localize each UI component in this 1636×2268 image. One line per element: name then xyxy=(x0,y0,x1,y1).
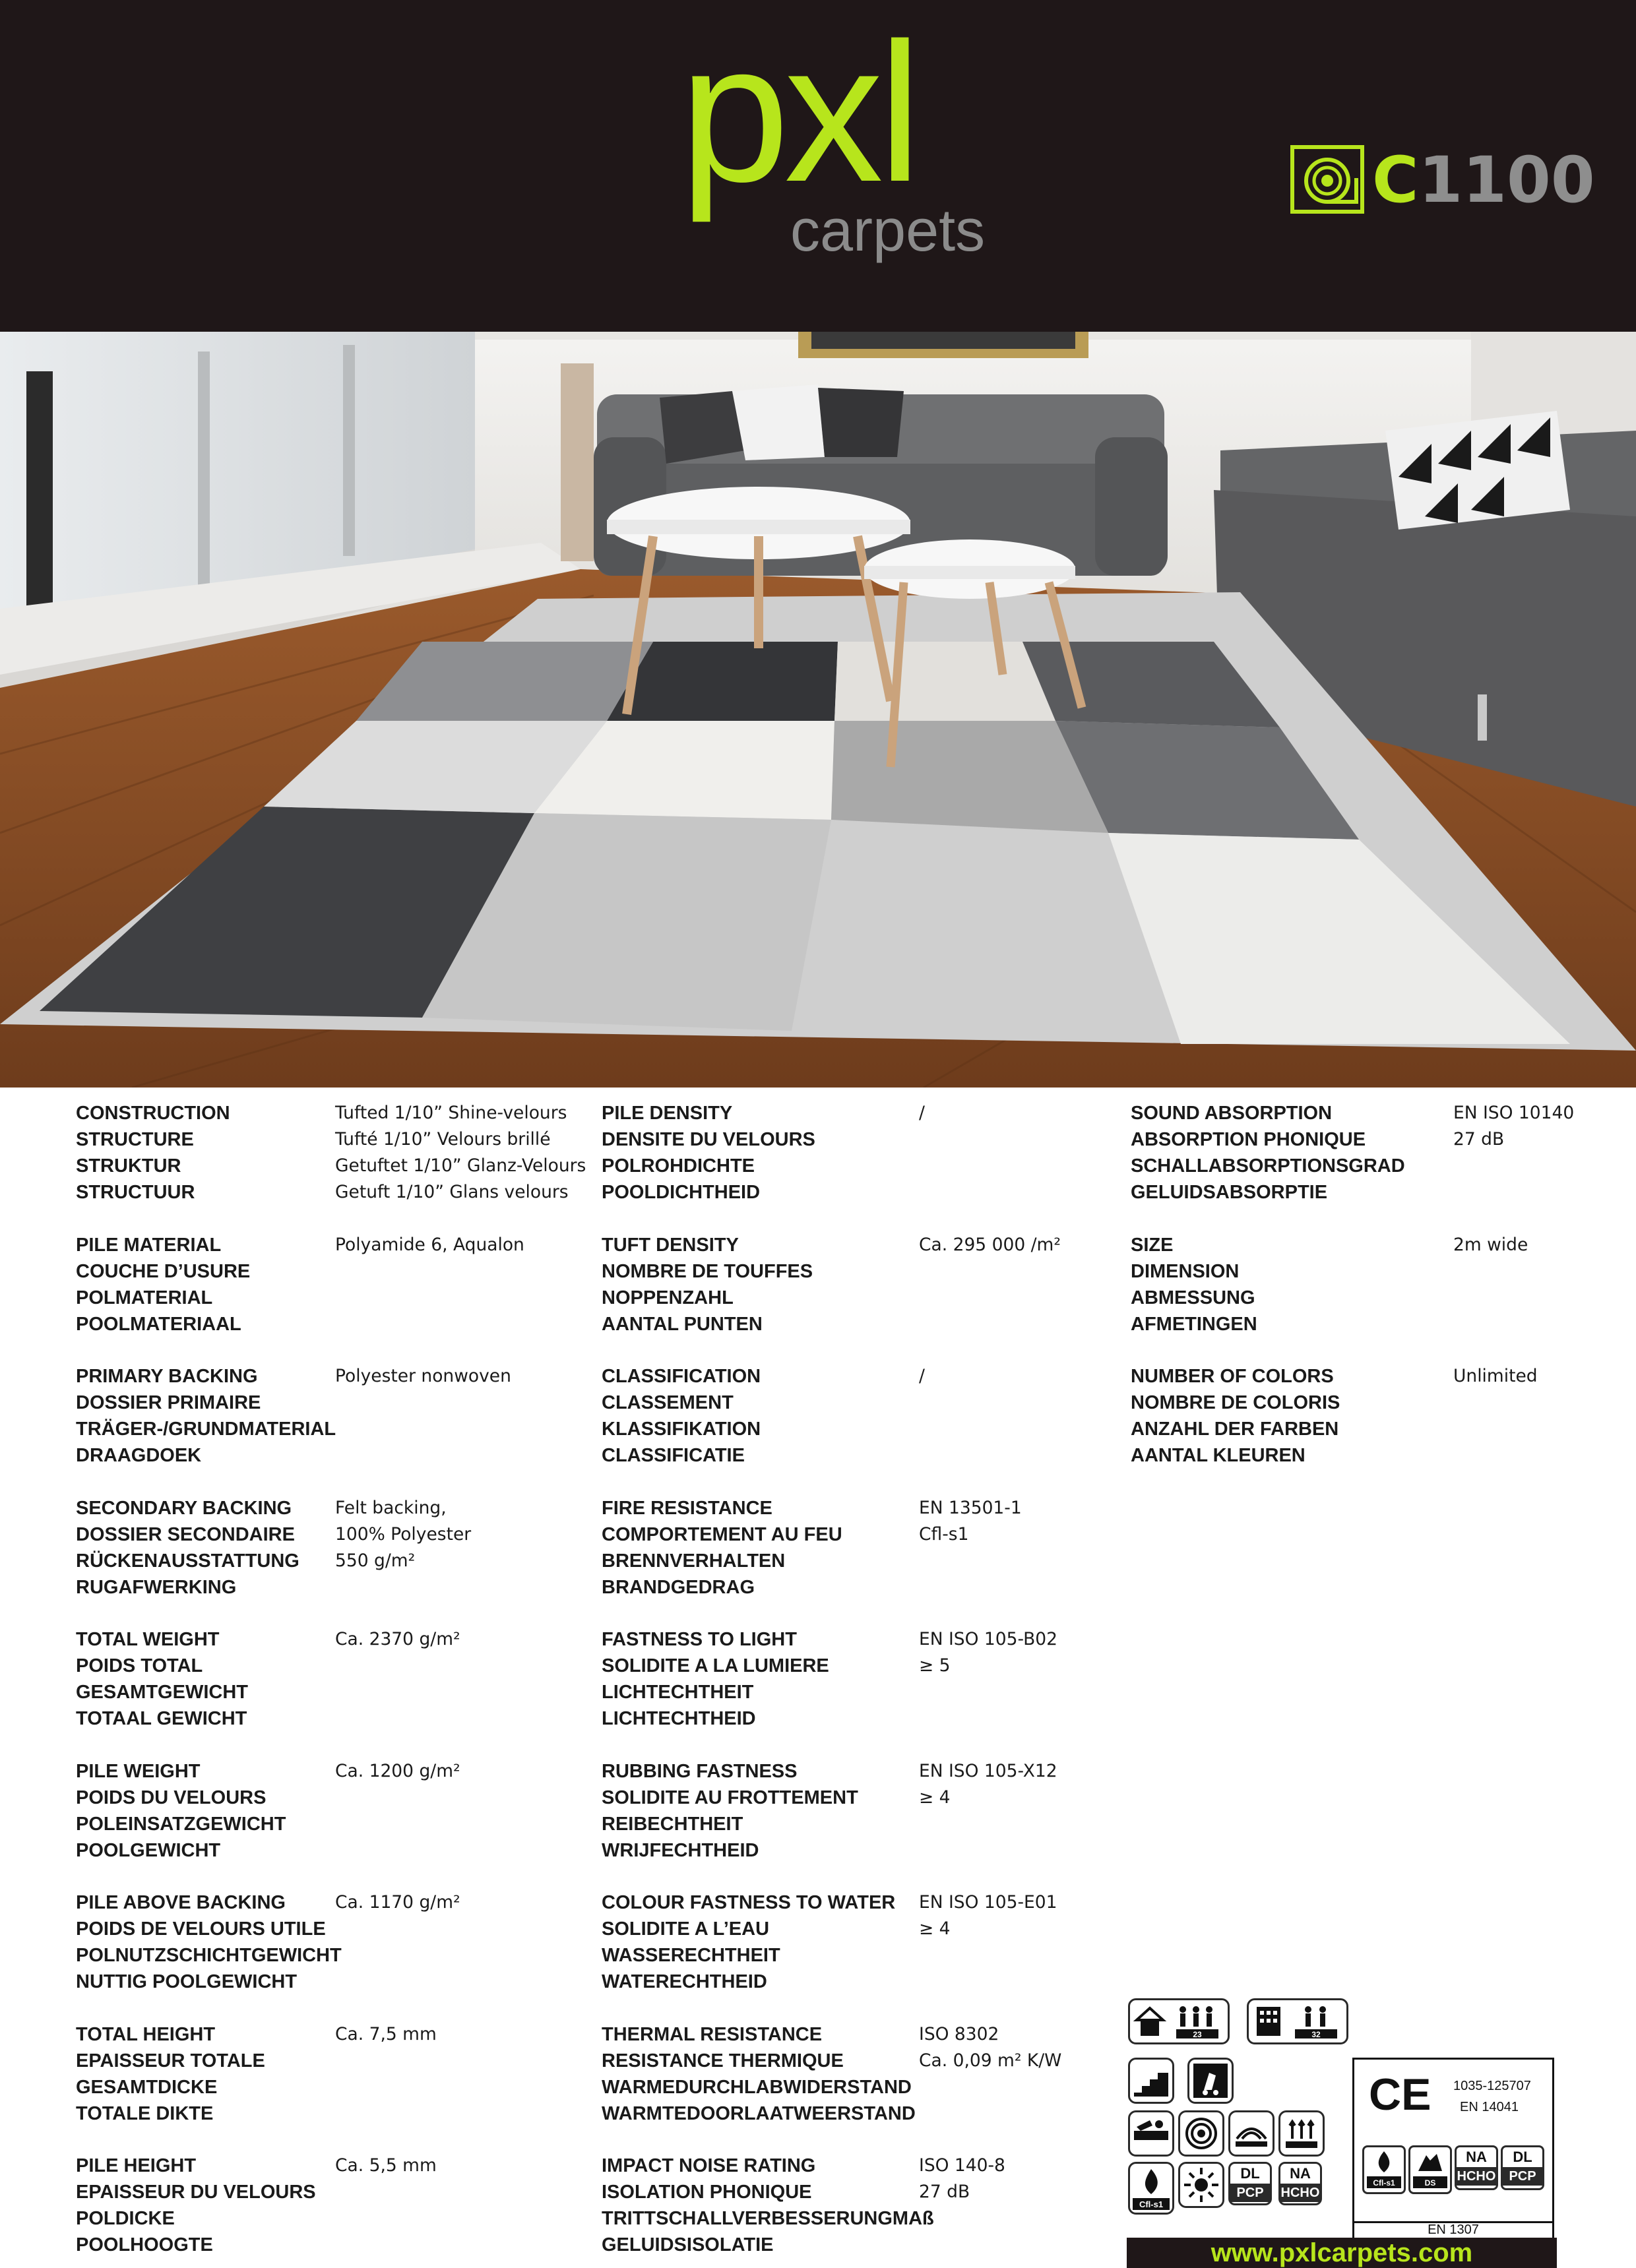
product-code xyxy=(1372,140,1595,220)
spec-block xyxy=(76,1363,511,1469)
spec-block xyxy=(76,2021,437,2127)
spec-label: TOTAL WEIGHT xyxy=(76,1629,220,1650)
brand-logo: pxl xyxy=(679,1,917,223)
spec-label: CLASSIFICATION xyxy=(602,1366,761,1387)
spec-label: SIZE xyxy=(1131,1234,1174,1256)
spec-label: RÜCKENAUSSTATTUNG xyxy=(76,1550,299,1572)
ce-ds-icon xyxy=(1408,2145,1452,2194)
spec-label: POOLMATERIAAL xyxy=(76,1313,241,1335)
spec-label: WARMEDURCHLABWIDERSTAND xyxy=(602,2076,912,2098)
use-class-1-label: 23 xyxy=(1193,2030,1202,2039)
spec-value: EN ISO 10140 xyxy=(1453,1103,1575,1123)
ce-standard: EN 14041 xyxy=(1460,2100,1519,2114)
spec-block xyxy=(602,1626,1058,1732)
spec-label: TUFT DENSITY xyxy=(602,1234,739,1256)
fire-class-icon xyxy=(1128,2162,1174,2215)
spec-label: STRUKTUR xyxy=(76,1155,181,1177)
spec-label: WASSERECHTHEIT xyxy=(602,1945,780,1966)
spec-value: Ca. 7,5 mm xyxy=(335,2023,437,2044)
spec-block xyxy=(602,2153,1005,2258)
spec-label: SOLIDITE AU FROTTEMENT xyxy=(602,1787,858,1808)
spec-block xyxy=(602,1100,925,1206)
spec-label: THERMAL RESISTANCE xyxy=(602,2023,823,2045)
spec-label: FIRE RESISTANCE xyxy=(602,1497,772,1519)
ce-na-hcho-icon xyxy=(1455,2145,1498,2190)
spec-label: SOUND ABSORPTION xyxy=(1131,1103,1333,1124)
spec-label: PILE ABOVE BACKING xyxy=(76,1892,286,1913)
spec-label: TOTAAL GEWICHT xyxy=(76,1708,247,1729)
spec-label: POLROHDICHTE xyxy=(602,1155,755,1177)
spec-value: Ca. 295 000 /m² xyxy=(919,1234,1061,1255)
spec-label: TOTAL HEIGHT xyxy=(76,2023,216,2045)
underfloor-heating-icon xyxy=(1278,2110,1325,2157)
spec-label: PILE MATERIAL xyxy=(76,1234,222,1256)
spec-label: SCHALLABSORPTIONSGRAD xyxy=(1131,1155,1405,1177)
ce-fire-class-label: Cfl-s1 xyxy=(1373,2178,1395,2188)
spec-label: COLOUR FASTNESS TO WATER xyxy=(602,1892,896,1913)
ce-dl-label: DL xyxy=(1513,2149,1532,2165)
fire-class-label: Cfl-s1 xyxy=(1139,2199,1164,2209)
ce-fire-class-icon xyxy=(1362,2145,1406,2194)
spec-value: ISO 8302 xyxy=(919,2023,999,2044)
spec-block xyxy=(602,1889,1057,1995)
ce-hcho-label: HCHO xyxy=(1457,2167,1496,2186)
spec-label: RUGAFWERKING xyxy=(76,1576,237,1598)
spec-label: TRÄGER-/GRUNDMATERIAL xyxy=(76,1419,336,1440)
use-class-commercial-icon xyxy=(1247,1998,1348,2044)
spec-block xyxy=(1131,1232,1528,1337)
spec-label: NOPPENZAHL xyxy=(602,1287,734,1308)
spec-value: ISO 140-8 xyxy=(919,2155,1005,2176)
spec-value: EN ISO 105-X12 xyxy=(919,1760,1057,1781)
cutting-edge-icon xyxy=(1128,2110,1174,2157)
ce-pcp-label: PCP xyxy=(1503,2167,1542,2186)
spec-label: NUMBER OF COLORS xyxy=(1131,1366,1334,1387)
spec-label: WRIJFECHTHEID xyxy=(602,1839,759,1861)
spec-label: POLMATERIAL xyxy=(76,1287,213,1308)
ce-ds-label: DS xyxy=(1424,2178,1436,2188)
spec-value: Ca. 5,5 mm xyxy=(335,2155,437,2176)
spec-value: Ca. 1200 g/m² xyxy=(335,1760,460,1781)
spec-label: ABSORPTION PHONIQUE xyxy=(1131,1129,1366,1150)
ce-na-label: NA xyxy=(1466,2149,1487,2165)
carpet-roll-icon xyxy=(1290,145,1364,214)
sound-insulation-icon xyxy=(1178,2110,1224,2157)
product-code-number: 1100 xyxy=(1418,143,1595,217)
notified-body-number: 1035-125707 xyxy=(1453,2079,1531,2093)
stairs-icon xyxy=(1128,2058,1174,2104)
office-chair-icon xyxy=(1187,2058,1234,2104)
spec-label: EPAISSEUR TOTALE xyxy=(76,2050,265,2071)
product-code-prefix: C xyxy=(1372,143,1419,217)
spec-label: RUBBING FASTNESS xyxy=(602,1760,798,1782)
impact-sound-icon xyxy=(1228,2110,1274,2157)
spec-value: ≥ 5 xyxy=(919,1655,951,1676)
spec-label: SOLIDITE A L’EAU xyxy=(602,1918,770,1940)
light-fastness-icon xyxy=(1178,2162,1224,2208)
spec-label: LICHTECHTHEIT xyxy=(602,1682,754,1703)
spec-label: STRUCTUUR xyxy=(76,1182,195,1203)
spec-label: POLDICKE xyxy=(76,2208,175,2229)
spec-value: EN ISO 105-B02 xyxy=(919,1629,1058,1649)
spec-label: POOLHOOGTE xyxy=(76,2234,213,2255)
spec-label: POOLDICHTHEID xyxy=(602,1182,761,1203)
spec-label: RESISTANCE THERMIQUE xyxy=(602,2050,844,2071)
spec-label: COMPORTEMENT AU FEU xyxy=(602,1523,842,1545)
spec-label: GESAMTGEWICHT xyxy=(76,1682,248,1703)
spec-label: EPAISSEUR DU VELOURS xyxy=(76,2182,316,2203)
spec-value: / xyxy=(919,1366,925,1386)
spec-value: Polyester nonwoven xyxy=(335,1366,511,1386)
spec-value: 100% Polyester xyxy=(335,1523,472,1545)
spec-block xyxy=(76,2153,437,2258)
spec-block xyxy=(602,1495,1022,1601)
spec-label: DIMENSION xyxy=(1131,1260,1240,1282)
spec-label: ANZAHL DER FARBEN xyxy=(1131,1419,1339,1440)
spec-value: / xyxy=(919,1103,925,1123)
spec-value: ≥ 4 xyxy=(919,1918,951,1939)
spec-block xyxy=(602,2021,1062,2127)
certification-pictograms xyxy=(1128,1998,1557,2262)
spec-label: POIDS TOTAL xyxy=(76,1655,203,1676)
spec-value: Cfl-s1 xyxy=(919,1523,969,1545)
spec-value: Tufté 1/10” Velours brillé xyxy=(335,1129,551,1149)
spec-label: CONSTRUCTION xyxy=(76,1103,230,1124)
spec-label: GELUIDSISOLATIE xyxy=(602,2234,774,2255)
spec-label: IMPACT NOISE RATING xyxy=(602,2155,816,2176)
dl-pcp-icon xyxy=(1228,2162,1272,2205)
spec-block xyxy=(1131,1100,1575,1206)
header-banner xyxy=(0,0,1636,332)
spec-value: EN 13501-1 xyxy=(919,1497,1022,1518)
ce-declaration-box xyxy=(1352,2058,1554,2223)
spec-label: NUTTIG POOLGEWICHT xyxy=(76,1971,298,1992)
spec-label: PILE HEIGHT xyxy=(76,2155,197,2176)
spec-value: Felt backing, xyxy=(335,1497,447,1518)
website-url[interactable]: www.pxlcarpets.com xyxy=(1127,2238,1557,2268)
spec-value: 550 g/m² xyxy=(335,1550,416,1571)
spec-value: Polyamide 6, Aqualon xyxy=(335,1234,524,1255)
spec-label: POLEINSATZGEWICHT xyxy=(76,1813,286,1835)
spec-label: ABMESSUNG xyxy=(1131,1287,1255,1308)
spec-label: POIDS DU VELOURS xyxy=(76,1787,267,1808)
spec-label: CLASSIFICATIE xyxy=(602,1445,745,1466)
spec-label: REIBECHTHEIT xyxy=(602,1813,743,1835)
spec-label: PRIMARY BACKING xyxy=(76,1366,258,1387)
spec-label: LICHTECHTHEID xyxy=(602,1708,756,1729)
spec-label: TOTALE DIKTE xyxy=(76,2102,214,2124)
living-room-rug-photo xyxy=(0,332,1636,1088)
dl-label: DL xyxy=(1240,2165,1260,2182)
spec-label: AFMETINGEN xyxy=(1131,1313,1257,1335)
spec-label: DOSSIER PRIMAIRE xyxy=(76,1392,261,1413)
ce-dl-pcp-icon xyxy=(1501,2145,1544,2190)
spec-label: NOMBRE DE TOUFFES xyxy=(602,1260,813,1282)
spec-block xyxy=(602,1232,1061,1337)
spec-label: TRITTSCHALLVERBESSERUNGMAß xyxy=(602,2208,934,2229)
spec-block xyxy=(602,1363,925,1469)
spec-label: AANTAL KLEUREN xyxy=(1131,1445,1306,1466)
spec-value: Ca. 2370 g/m² xyxy=(335,1629,460,1649)
hcho-label: HCHO xyxy=(1280,2184,1320,2202)
use-class-2-label: 32 xyxy=(1311,2030,1321,2039)
spec-label: PILE WEIGHT xyxy=(76,1760,201,1782)
spec-label: BRENNVERHALTEN xyxy=(602,1550,786,1572)
spec-block xyxy=(76,1758,460,1864)
spec-label: ISOLATION PHONIQUE xyxy=(602,2182,812,2203)
spec-label: AANTAL PUNTEN xyxy=(602,1313,763,1335)
spec-block xyxy=(76,1100,586,1206)
spec-value: 2m wide xyxy=(1453,1234,1528,1255)
spec-value: EN ISO 105-E01 xyxy=(919,1892,1057,1913)
spec-label: SOLIDITE A LA LUMIERE xyxy=(602,1655,829,1676)
spec-label: KLASSIFIKATION xyxy=(602,1419,761,1440)
spec-value: 27 dB xyxy=(1453,1129,1505,1149)
spec-block xyxy=(76,1495,472,1601)
spec-value: Unlimited xyxy=(1453,1366,1538,1386)
spec-value: Ca. 1170 g/m² xyxy=(335,1892,460,1913)
spec-label: DRAAGDOEK xyxy=(76,1445,202,1466)
spec-block xyxy=(602,1758,1057,1864)
pcp-label: PCP xyxy=(1230,2184,1270,2202)
spec-label: FASTNESS TO LIGHT xyxy=(602,1629,797,1650)
na-label: NA xyxy=(1290,2165,1311,2182)
spec-label: WATERECHTHEID xyxy=(602,1971,767,1992)
spec-label: CLASSEMENT xyxy=(602,1392,734,1413)
spec-label: POOLGEWICHT xyxy=(76,1839,221,1861)
spec-label: SECONDARY BACKING xyxy=(76,1497,292,1519)
spec-label: BRANDGEDRAG xyxy=(602,1576,755,1598)
spec-label: COUCHE D’USURE xyxy=(76,1260,251,1282)
spec-label: GELUIDSABSORPTIE xyxy=(1131,1182,1328,1203)
spec-value: Getuft 1/10” Glans velours xyxy=(335,1182,569,1202)
spec-label: POIDS DE VELOURS UTILE xyxy=(76,1918,326,1940)
spec-value: Tufted 1/10” Shine-velours xyxy=(335,1103,567,1123)
spec-label: GESAMTDICKE xyxy=(76,2076,218,2098)
spec-value: Ca. 0,09 m² K/W xyxy=(919,2050,1062,2071)
spec-label: DOSSIER SECONDAIRE xyxy=(76,1523,295,1545)
spec-block xyxy=(76,1232,524,1337)
spec-block xyxy=(76,1889,460,1995)
spec-value: ≥ 4 xyxy=(919,1787,951,1808)
spec-label: POLNUTZSCHICHTGEWICHT xyxy=(76,1945,342,1966)
ce-footer-standard: EN 1307 xyxy=(1352,2221,1554,2240)
ce-mark: CE xyxy=(1369,2069,1432,2120)
spec-label: STRUCTURE xyxy=(76,1129,194,1150)
spec-label: PILE DENSITY xyxy=(602,1103,733,1124)
spec-label: WARMTEDOORLAATWEERSTAND xyxy=(602,2102,916,2124)
brand-tagline: carpets xyxy=(790,198,986,264)
spec-label: DENSITE DU VELOURS xyxy=(602,1129,815,1150)
use-class-residential-icon xyxy=(1128,1998,1230,2044)
spec-block xyxy=(76,1626,460,1732)
spec-label: NOMBRE DE COLORIS xyxy=(1131,1392,1340,1413)
spec-block xyxy=(1131,1363,1538,1469)
spec-value: 27 dB xyxy=(919,2182,970,2202)
spec-value: Getuftet 1/10” Glanz-Velours xyxy=(335,1155,586,1176)
na-hcho-icon xyxy=(1278,2162,1322,2205)
